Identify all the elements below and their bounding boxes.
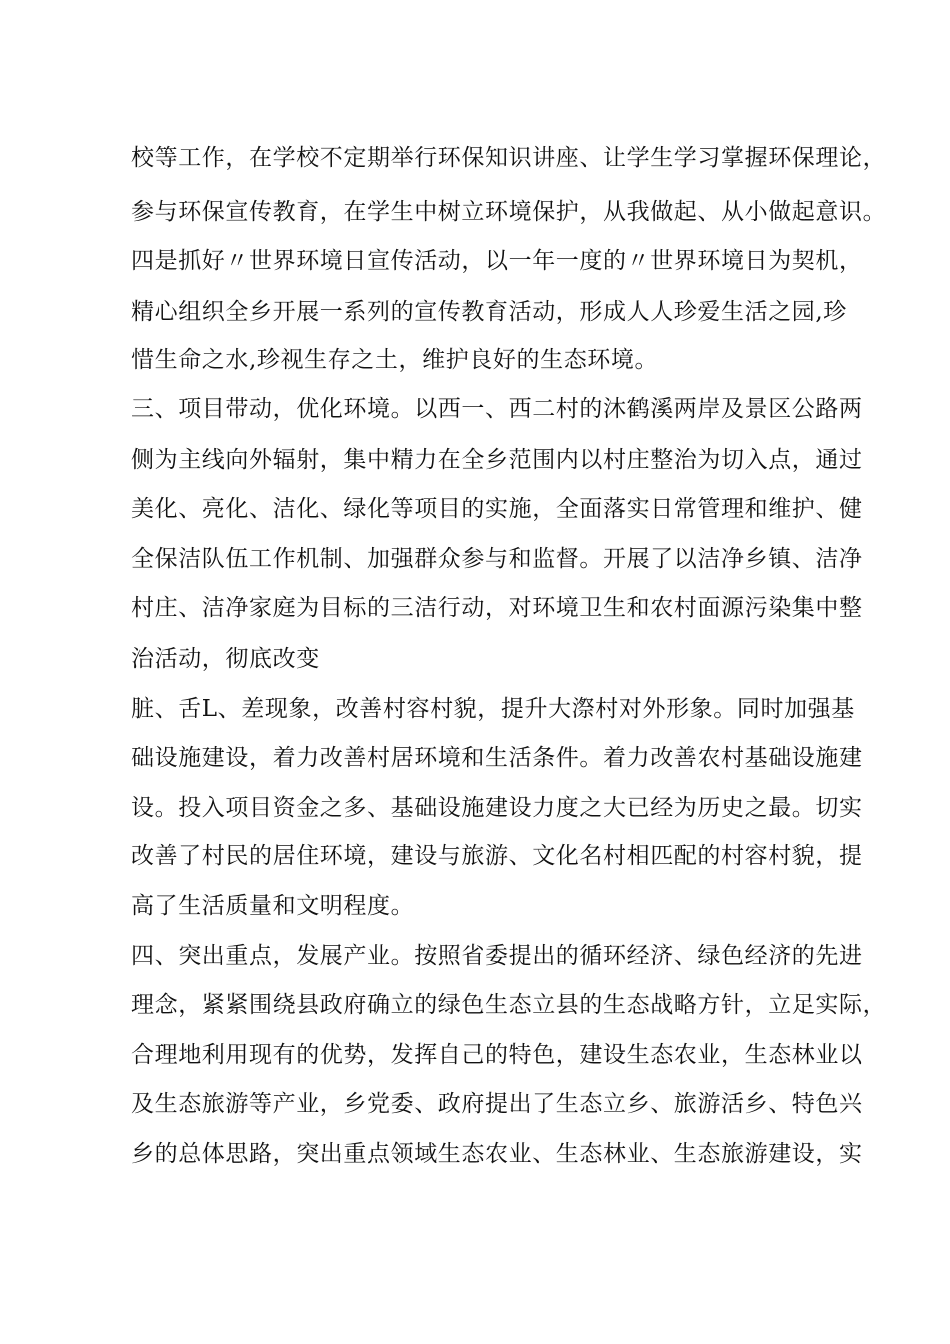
text-line: 治活动，彻底改变 xyxy=(131,646,320,672)
text-line: 侧为主线向外辐射，集中精力在全乡范围内以村庄整治为切入点，通过 xyxy=(131,447,863,473)
text-line: 设。投入项目资金之多、基础设施建设力度之大已经为历史之最。切实 xyxy=(131,795,863,821)
text-line: 础设施建设，着力改善村居环境和生活条件。着力改善农村基础设施建 xyxy=(131,745,863,771)
text-line: 校等工作，在学校不定期举行环保知识讲座、让学生学习掌握环保理论， xyxy=(131,145,887,171)
text-line: 惜生命之水,珍视生存之土，维护良好的生态环境。 xyxy=(131,347,659,373)
text-line: 合理地利用现有的优势，发挥自己的特色，建设生态农业，生态林业以 xyxy=(131,1042,863,1068)
text-line: 及生态旅游等产业，乡党委、政府提出了生态立乡、旅游活乡、特色兴 xyxy=(131,1091,863,1117)
text-line: 高了生活质量和文明程度。 xyxy=(131,893,415,919)
text-line: 村庄、洁净家庭为目标的三洁行动，对环境卫生和农村面源污染集中整 xyxy=(131,595,863,621)
text-line: 全保洁队伍工作机制、加强群众参与和监督。开展了以洁净乡镇、洁净 xyxy=(131,546,863,572)
text-line: 四、突出重点，发展产业。按照省委提出的循环经济、绿色经济的先进 xyxy=(131,943,863,969)
text-line: 四是抓好〃世界环境日宣传活动，以一年一度的〃世界环境日为契机， xyxy=(131,248,863,274)
text-line: 改善了村民的居住环境，建设与旅游、文化名村相匹配的村容村貌，提 xyxy=(131,843,863,869)
text-line: 美化、亮化、洁化、绿化等项目的实施，全面落实日常管理和维护、健 xyxy=(131,496,863,522)
text-line: 脏、舌L、差现象，改善村容村貌，提升大漈村对外形象。同时加强基 xyxy=(131,696,855,722)
text-line: 三、项目带动，优化环境。以西一、西二村的沐鹤溪两岸及景区公路两 xyxy=(131,396,863,422)
text-line: 参与环保宣传教育，在学生中树立环境保护，从我做起、从小做起意识。 xyxy=(131,199,887,225)
text-line: 理念，紧紧围绕县政府确立的绿色生态立县的生态战略方针，立足实际， xyxy=(131,992,887,1018)
text-line: 乡的总体思路，突出重点领域生态农业、生态林业、生态旅游建设，实 xyxy=(131,1141,863,1167)
text-line: 精心组织全乡开展一系列的宣传教育活动，形成人人珍爱生活之园,珍 xyxy=(131,299,847,325)
